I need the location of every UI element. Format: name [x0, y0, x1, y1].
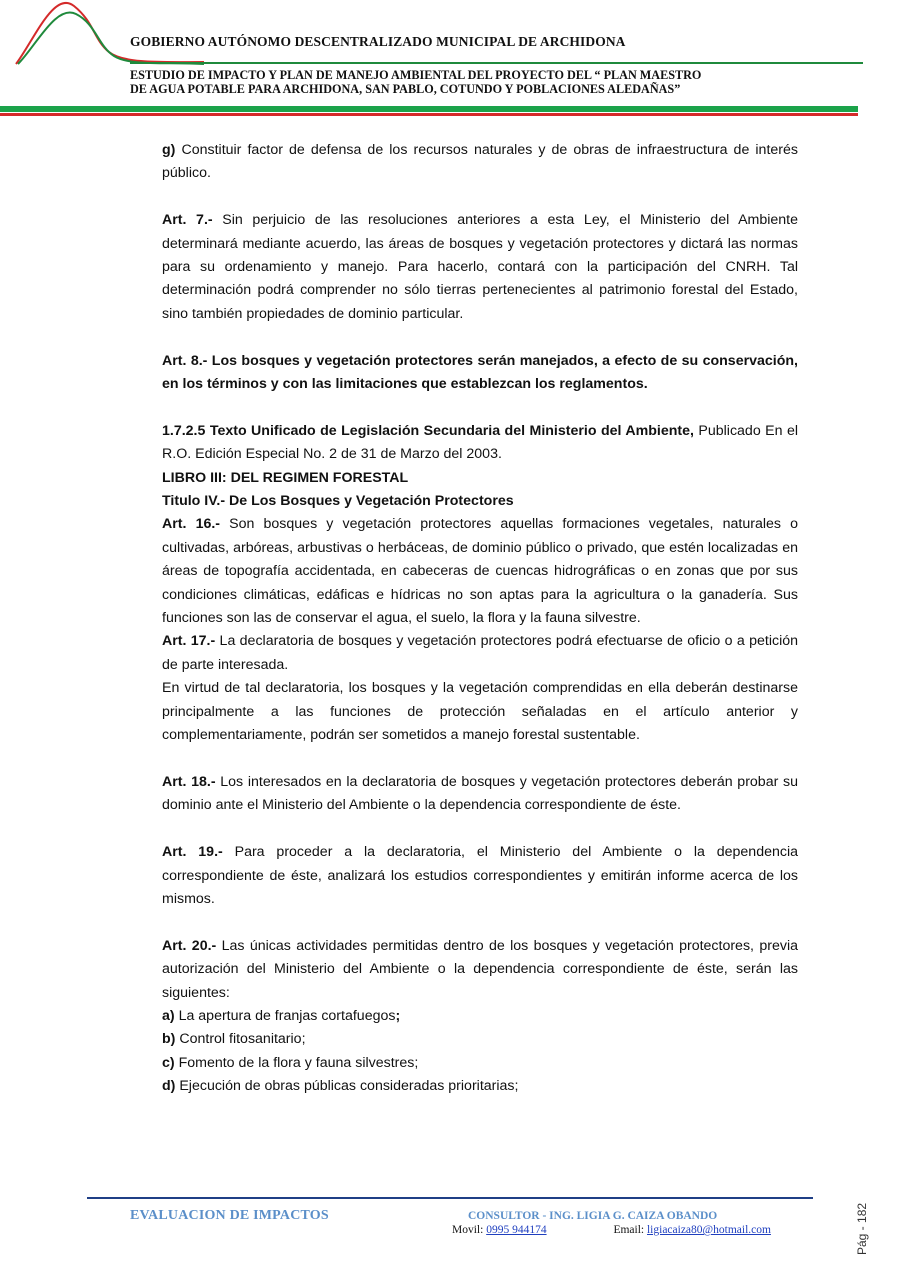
- article-text: Las únicas actividades permitidas dentro de los bosques y vegetación protectores, previa autorización del Ministerio del Ambiente o la dependencia correspondiente de éste, serán las siguientes:: [162, 937, 798, 1001]
- header-rule: [130, 62, 863, 64]
- article-label: Art. 19.-: [162, 844, 223, 861]
- article-18: [162, 771, 798, 818]
- email-link[interactable]: ligiacaiza80@hotmail.com: [646, 1224, 771, 1236]
- article-17: [162, 630, 798, 677]
- footer-contact: [452, 1224, 771, 1236]
- article-20: [162, 935, 798, 1005]
- header-band-green: [0, 106, 858, 112]
- footer-rule: [87, 1197, 813, 1199]
- item-label: a): [162, 1007, 175, 1024]
- footer-section-title: EVALUACION DE IMPACTOS: [130, 1208, 329, 1223]
- section-label: 1.7.2.5 Texto Unificado de Legislación Secundaria del Ministerio del Ambiente,: [162, 422, 694, 439]
- movil-label: Movil:: [452, 1224, 487, 1236]
- article-label: Art. 17.-: [162, 633, 216, 650]
- item-label: d): [162, 1078, 176, 1095]
- article-label: Art. 20.-: [162, 937, 217, 954]
- mountain-curves-logo: [14, 0, 204, 66]
- article-8: Art. 8.- Los bosques y vegetación protectores serán manejados, a efecto de su conservación, en los términos y con las limitaciones que establezcan los reglamentos.: [162, 352, 798, 393]
- article-17-continued: En virtud de tal declaratoria, los bosques y la vegetación comprendidas en ella deberán destinarse principalmente a las funciones de protección señaladas en el artículo anterior y complementariamente, podrán ser sometidos a manejo forestal sustentable.: [162, 680, 798, 744]
- article-text: Son bosques y vegetación protectores aquellas formaciones vegetales, naturales o cultivadas, arbóreas, arbustivas o herbáceas, de dominio público o privado, que estén localizadas en áreas de topografía accidentada, en cabeceras de cuencas hidrográficas o en zonas que por sus condiciones climáticas, edáficas e hídricas no son aptas para la agricultura o la ganadería. Sus funciones son las de conservar el agua, el suelo, la flora y la fauna silvestre.: [162, 516, 798, 627]
- article-label: Art. 7.-: [162, 212, 213, 229]
- project-title-line-2: DE AGUA POTABLE PARA ARCHIDONA, SAN PABLO, COTUNDO Y POBLACIONES ALEDAÑAS”: [130, 82, 681, 96]
- section-text: Publicado En el R.O. Edición Especial No. 2 de 31 de Marzo del 2003.: [162, 422, 798, 463]
- list-item: [162, 1028, 798, 1051]
- document-body: [162, 139, 798, 1099]
- article-label: Art. 18.-: [162, 773, 216, 790]
- list-item: [162, 1005, 798, 1028]
- item-text: Fomento de la flora y fauna silvestres;: [174, 1054, 419, 1071]
- header-band-red: [0, 113, 858, 116]
- paragraph-g: [162, 139, 798, 186]
- item-suffix: ;: [395, 1007, 401, 1024]
- item-label: g): [162, 142, 176, 158]
- item-label: c): [162, 1054, 175, 1071]
- item-label: b): [162, 1031, 176, 1048]
- item-text: Control fitosanitario;: [175, 1031, 306, 1048]
- project-title-line-1: ESTUDIO DE IMPACTO Y PLAN DE MANEJO AMBIENTAL DEL PROYECTO DEL “ PLAN MAESTRO: [130, 68, 702, 82]
- paragraph-text: Constituir factor de defensa de los recursos naturales y de obras de infraestructura de interés público.: [162, 142, 798, 182]
- email-label: Email:: [613, 1224, 647, 1236]
- org-title: GOBIERNO AUTÓNOMO DESCENTRALIZADO MUNICIPAL DE ARCHIDONA: [130, 34, 626, 49]
- article-19: [162, 841, 798, 911]
- item-text: La apertura de franjas cortafuegos: [174, 1007, 396, 1024]
- article-text: La declaratoria de bosques y vegetación protectores podrá efectuarse de oficio o a petición de parte interesada.: [162, 633, 798, 673]
- article-16: [162, 513, 798, 630]
- section-heading: [162, 420, 798, 467]
- article-text: Para proceder a la declaratoria, el Ministerio del Ambiente o la dependencia correspondiente de éste, analizará los estudios correspondientes y emitirán informe acerca de los mismos.: [162, 844, 799, 907]
- page-number: Pág - 182: [855, 1202, 869, 1255]
- article-label: Art. 16.-: [162, 516, 221, 533]
- list-item: [162, 1052, 798, 1075]
- project-title: [130, 68, 830, 96]
- libro-heading: LIBRO III: DEL REGIMEN FORESTAL: [162, 469, 409, 486]
- list-item: [162, 1075, 798, 1098]
- article-7: [162, 209, 798, 326]
- movil-link[interactable]: 0995 944174: [486, 1224, 547, 1236]
- item-text: Ejecución de obras públicas consideradas prioritarias;: [175, 1078, 519, 1095]
- footer-consultor: CONSULTOR - ING. LIGIA G. CAIZA OBANDO: [468, 1210, 718, 1222]
- article-text: Sin perjuicio de las resoluciones anteriores a esta Ley, el Ministerio del Ambiente determinará mediante acuerdo, las áreas de bosques y vegetación protectores y dictará las normas para su ordenamiento y manejo. Para hacerlo, contará con la participación del CNRH. Tal determinación podrá comprender no sólo tierras pertenecientes al patrimonio forestal del Estado, sino también propiedades de dominio particular.: [162, 212, 799, 322]
- titulo-heading: Titulo IV.- De Los Bosques y Vegetación Protectores: [162, 493, 514, 510]
- article-text: Los interesados en la declaratoria de bosques y vegetación protectores deberán probar su dominio ante el Ministerio del Ambiente o la dependencia correspondiente de éste.: [162, 773, 798, 814]
